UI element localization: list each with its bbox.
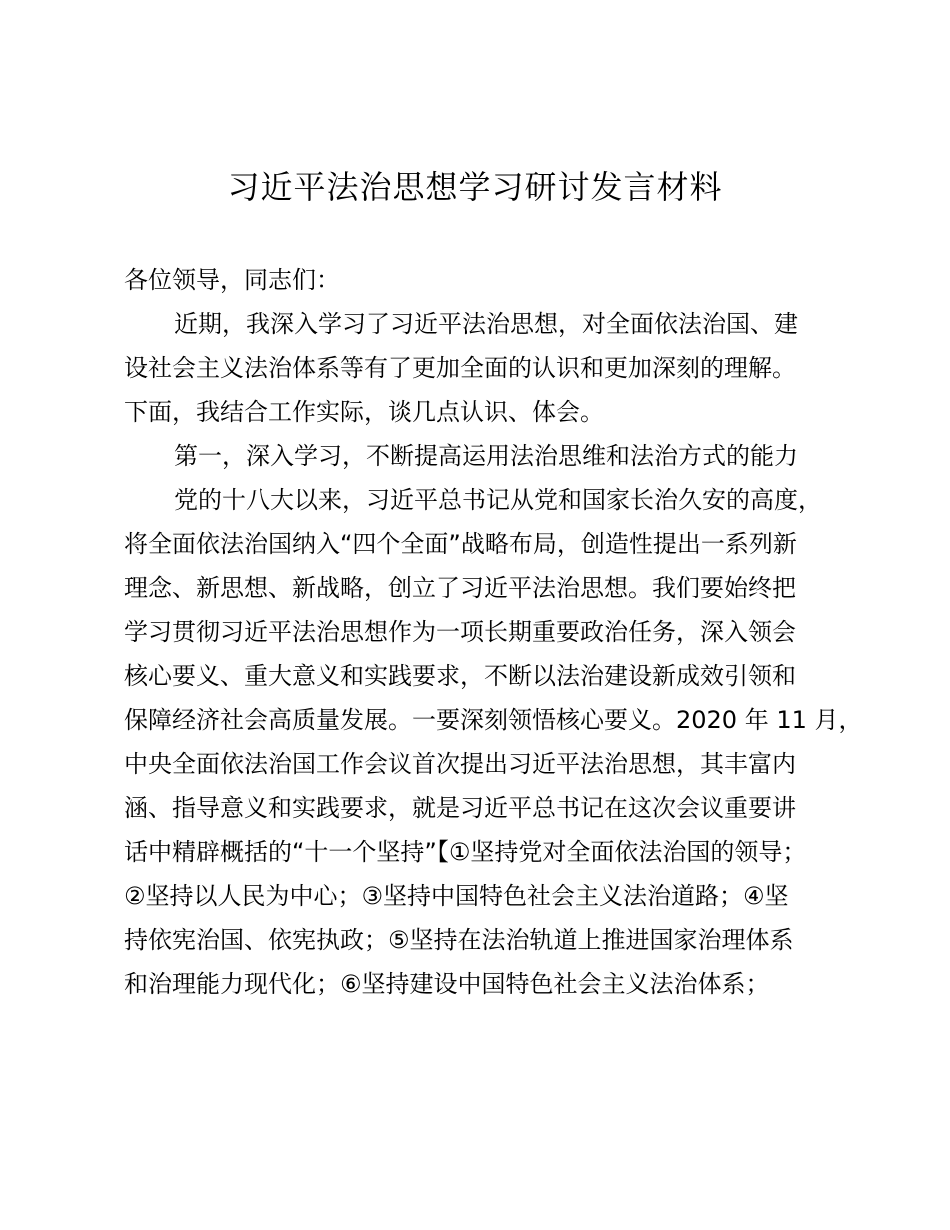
document-body xyxy=(124,258,863,1006)
paragraph-line: 将全面依法治国纳入“四个全面”战略布局，创造性提出一系列新 xyxy=(124,530,797,558)
salutation-line: 各位领导，同志们： xyxy=(124,266,340,294)
paragraph-line: 学习贯彻习近平法治思想作为一项长期重要政治任务，深入领会 xyxy=(124,618,796,646)
section-heading: 第一，深入学习，不断提高运用法治思维和法治方式的能力 xyxy=(174,442,798,470)
paragraph-line: 党的十八大以来，习近平总书记从党和国家长治久安的高度， xyxy=(174,486,822,514)
paragraph-line: 中央全面依法治国工作会议首次提出习近平法治思想，其丰富内 xyxy=(124,750,796,778)
paragraph-line: 涵、指导意义和实践要求，就是习近平总书记在这次会议重要讲 xyxy=(124,794,796,822)
paragraph-line: 话中精辟概括的“十一个坚持”【①坚持党对全面依法治国的领导； xyxy=(124,838,807,866)
paragraph-line: 理念、新思想、新战略，创立了习近平法治思想。我们要始终把 xyxy=(124,574,796,602)
paragraph-line: 和治理能力现代化；⑥坚持建设中国特色社会主义法治体系； xyxy=(124,970,770,998)
paragraph-line: 设社会主义法治体系等有了更加全面的认识和更加深刻的理解。 xyxy=(124,354,796,382)
paragraph-line: 近期，我深入学习了习近平法治思想，对全面依法治国、建 xyxy=(174,310,798,338)
paragraph-line: 保障经济社会高质量发展。一要深刻领悟核心要义。2020 年 11 月， xyxy=(124,706,863,734)
paragraph-line: ②坚持以人民为中心；③坚持中国特色社会主义法治道路；④坚 xyxy=(124,882,789,910)
paragraph-line: 持依宪治国、依宪执政；⑤坚持在法治轨道上推进国家治理体系 xyxy=(124,926,794,954)
document-title: 习近平法治思想学习研讨发言材料 xyxy=(227,168,723,206)
paragraph-line: 下面，我结合工作实际，谈几点认识、体会。 xyxy=(124,398,604,426)
paragraph-line: 核心要义、重大意义和实践要求，不断以法治建设新成效引领和 xyxy=(124,662,796,690)
